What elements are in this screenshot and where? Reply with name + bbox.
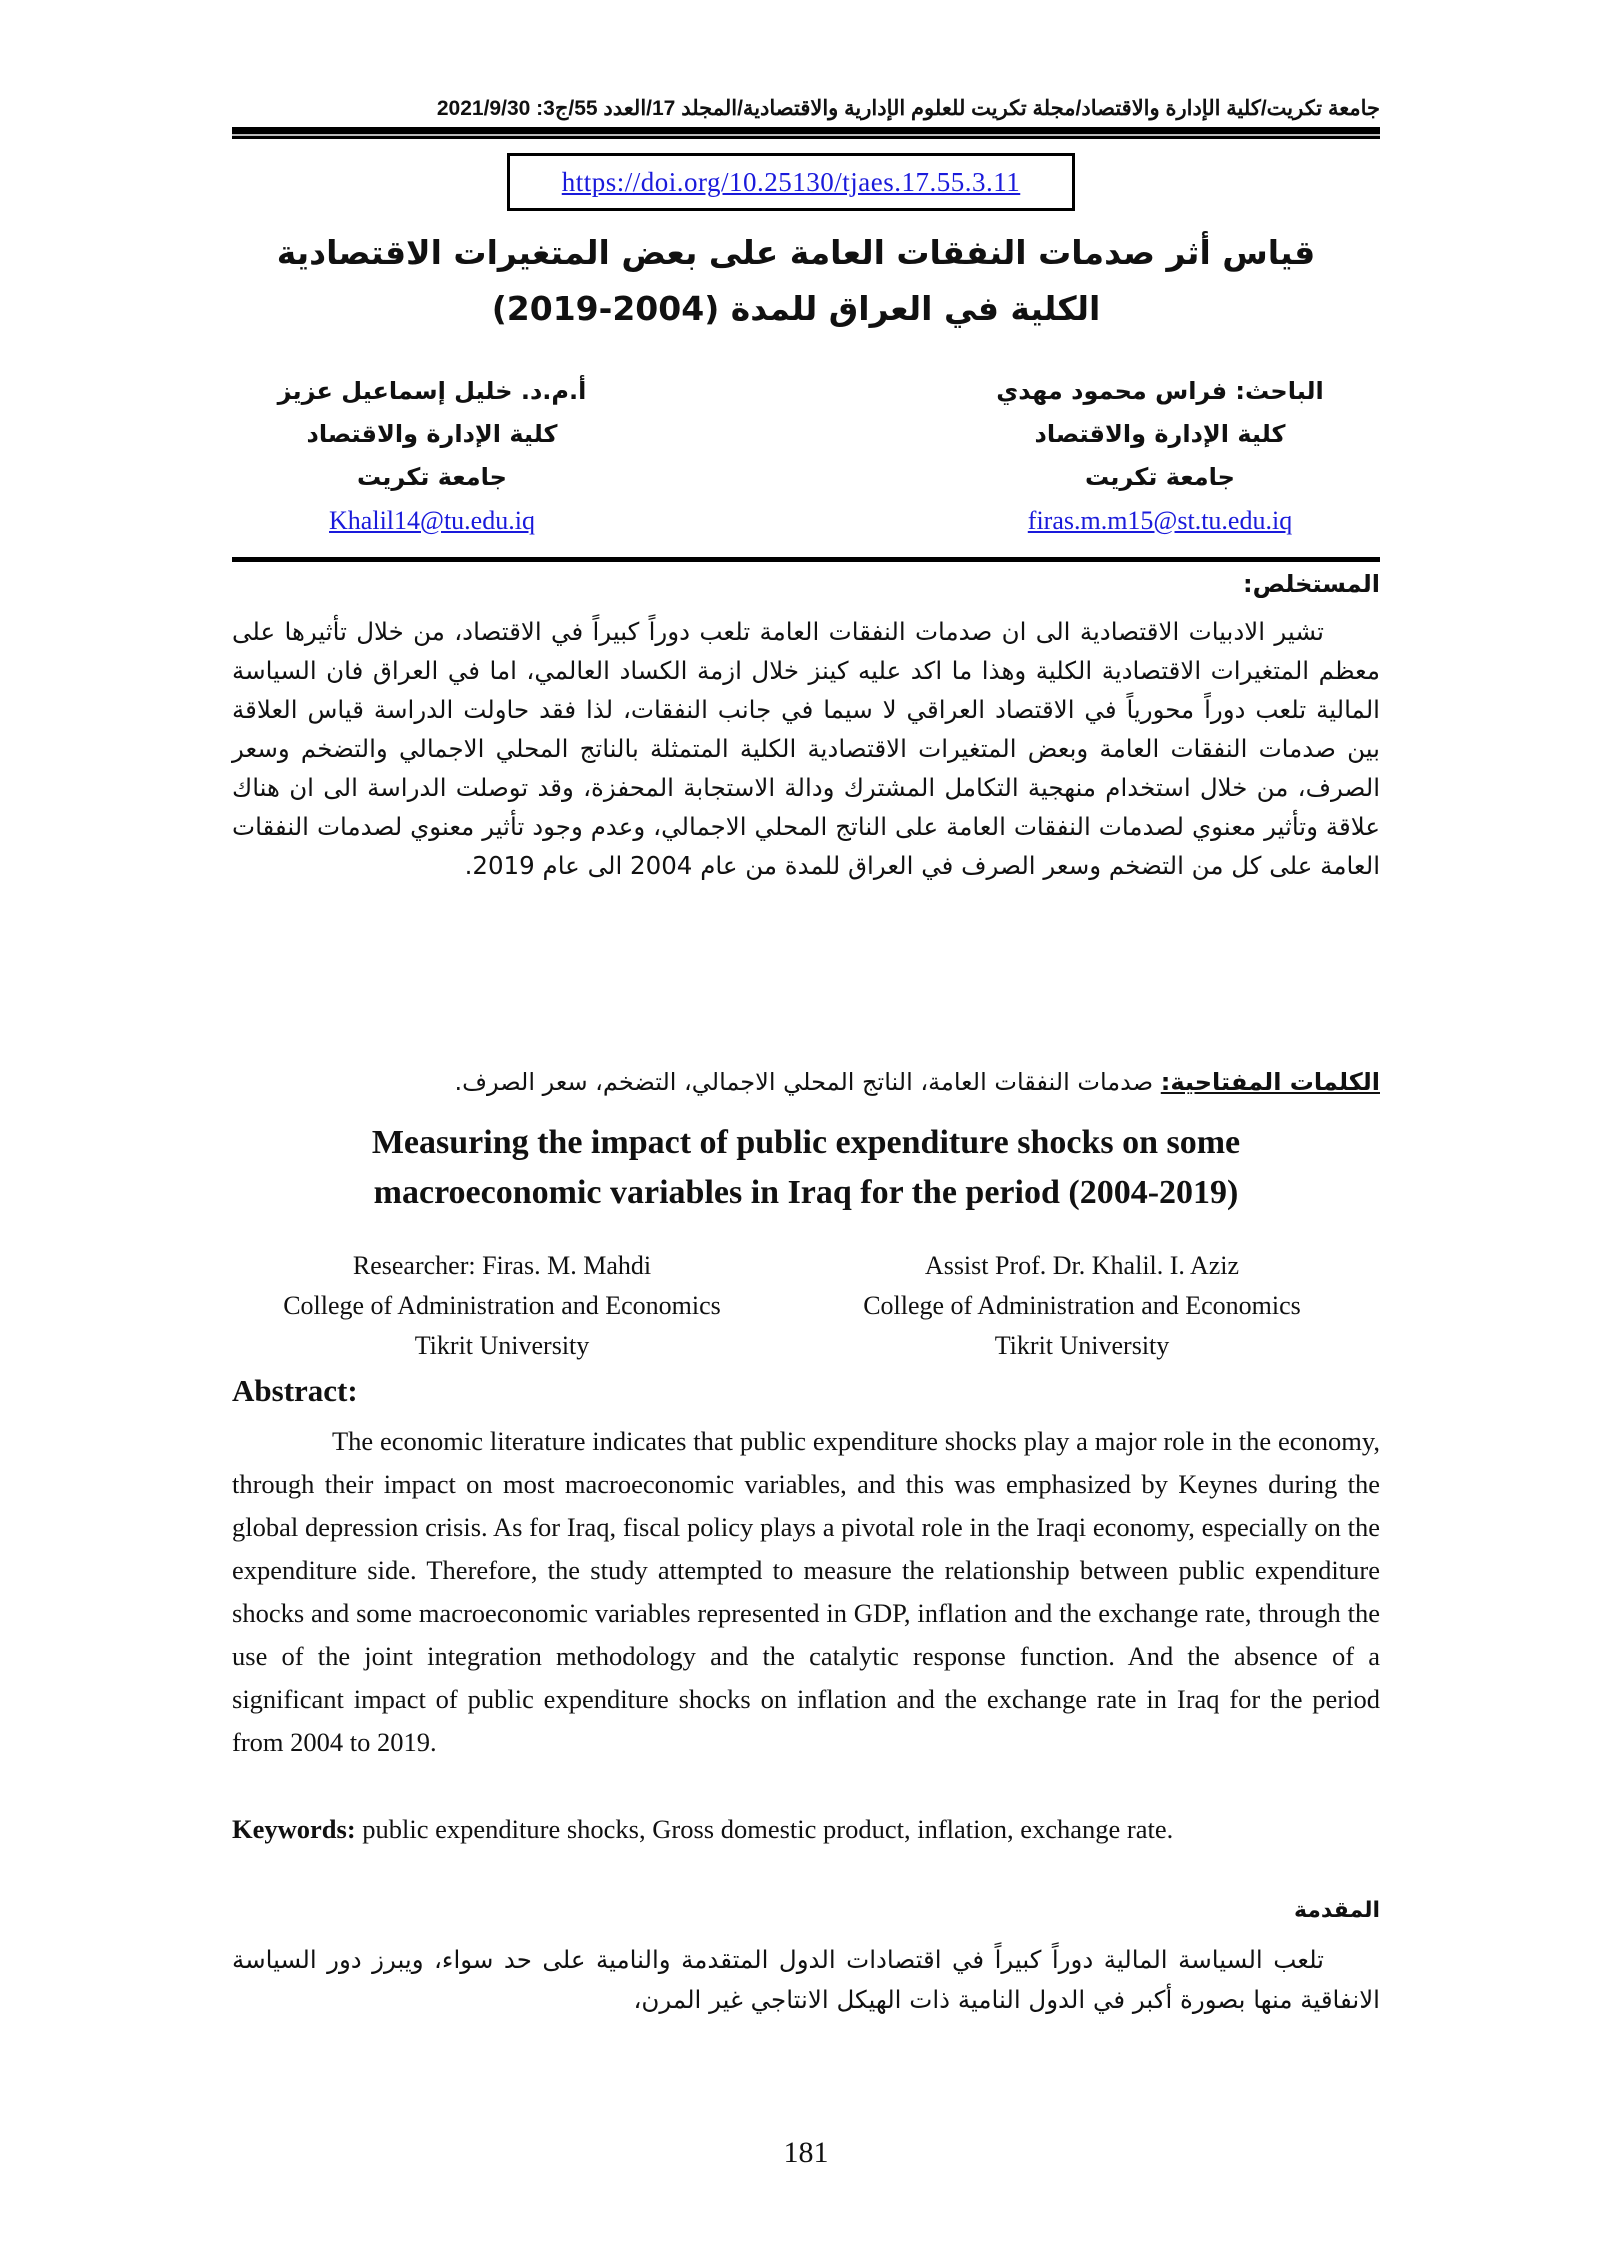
introduction-heading: المقدمة [1293, 1898, 1380, 1923]
author-name: أ.م.د. خليل إسماعيل عزيز [277, 377, 587, 405]
author-university: جامعة تكريت [1085, 463, 1235, 491]
author-en-1 [222, 1246, 782, 1366]
author-ar-2 [242, 370, 622, 542]
author-ar-1 [970, 370, 1350, 542]
authors-divider [232, 557, 1380, 562]
english-keywords-text: public expenditure shocks, Gross domestic product, inflation, exchange rate. [355, 1814, 1174, 1844]
arabic-abstract-heading: المستخلص: [1243, 570, 1380, 598]
author-email-link[interactable]: firas.m.m15@st.tu.edu.iq [1027, 506, 1293, 535]
author-en-2 [802, 1246, 1362, 1366]
header-rule-thick [232, 127, 1380, 134]
english-keywords-label: Keywords: [232, 1814, 356, 1844]
arabic-title: قياس أثر صدمات النفقات العامة على بعض المتغيرات الاقتصادية الكلية في العراق للمدة (2004-2019) [276, 233, 1316, 328]
doi-link[interactable]: https://doi.org/10.25130/tjaes.17.55.3.11 [561, 166, 1021, 197]
english-keywords [232, 1808, 1380, 1851]
arabic-abstract-body: تشير الادبيات الاقتصادية الى ان صدمات النفقات العامة تلعب دوراً كبيراً في الاقتصاد، من خلال تأثيرها على معظم المتغيرات الاقتصادية الكلية وهذا ما اكد عليه كينز خلال ازمة الكساد العالمي، اما في العراق فان السياسة المالية تلعب دوراً محورياً في الاقتصاد العراقي لا سيما في جانب النفقات، لذا فقد حاولت الدراسة قياس العلاقة بين صدمات النفقات العامة وبعض المتغيرات الاقتصادية الكلية المتمثلة بالناتج المحلي الاجمالي والتضخم وسعر الصرف، من خلال استخدام منهجية التكامل المشترك ودالة الاستجابة المحفزة، وقد توصلت الدراسة الى ان هناك علاقة وتأثير معنوي لصدمات النفقات العامة على الناتج المحلي الاجمالي، وعدم وجود تأثير معنوي لصدمات النفقات العامة على كل من التضخم وسعر الصرف في العراق للمدة من عام 2004 الى عام 2019. [232, 617, 1380, 880]
author-university: Tikrit University [414, 1331, 590, 1360]
introduction-body: تلعب السياسة المالية دوراً كبيراً في اقتصادات الدول المتقدمة والنامية على حد سواء، ويبرز دور السياسة الانفاقية منها بصورة أكبر في الدول النامية ذات الهيكل الانتاجي غير المرن، [232, 1945, 1380, 2014]
arabic-keywords-label: الكلمات المفتاحية: [1160, 1068, 1380, 1096]
arabic-keywords [232, 1068, 1380, 1096]
doi-box [507, 153, 1075, 211]
english-abstract-body: The economic literature indicates that public expenditure shocks play a major role in the economy, through their impact on most macroeconomic variables, and this was emphasized by Keynes during the global depression crisis. As for Iraq, fiscal policy plays a pivotal role in the Iraqi economy, especially on the expenditure side. Therefore, the study attempted to measure the relationship between public expenditure shocks and some macroeconomic variables represented in GDP, inflation and the exchange rate, through the use of the joint integration methodology and the catalytic response function. And the absence of a significant impact of public expenditure shocks on inflation and the exchange rate in Iraq for the period from 2004 to 2019. [232, 1426, 1380, 1757]
english-title: Measuring the impact of public expenditure shocks on some macroeconomic variables in Iraq for the period (2004-2019) [371, 1124, 1241, 1211]
page-number: 181 [783, 2136, 829, 2169]
author-university: جامعة تكريت [357, 463, 507, 491]
author-name: الباحث: فراس محمود مهدي [996, 377, 1324, 405]
author-university: Tikrit University [994, 1331, 1170, 1360]
author-college: كلية الإدارة والاقتصاد [1034, 420, 1286, 448]
author-college: كلية الإدارة والاقتصاد [306, 420, 558, 448]
author-college: College of Administration and Economics [283, 1291, 721, 1320]
arabic-keywords-text: صدمات النفقات العامة، الناتج المحلي الاجمالي، التضخم، سعر الصرف. [454, 1068, 1161, 1096]
author-name: Researcher: Firas. M. Mahdi [352, 1251, 652, 1280]
english-abstract-heading: Abstract: [232, 1373, 358, 1408]
arabic-authors [232, 370, 1380, 560]
author-college: College of Administration and Economics [863, 1291, 1301, 1320]
header-rule-thin [232, 136, 1380, 139]
author-name: Assist Prof. Dr. Khalil. I. Aziz [924, 1251, 1240, 1280]
running-header: جامعة تكريت/كلية الإدارة والاقتصاد/مجلة تكريت للعلوم الإدارية والاقتصادية/المجلد 17/العدد 55/ج3: 2021/9/30 [436, 97, 1380, 120]
author-email-link[interactable]: Khalil14@tu.edu.iq [329, 506, 535, 535]
